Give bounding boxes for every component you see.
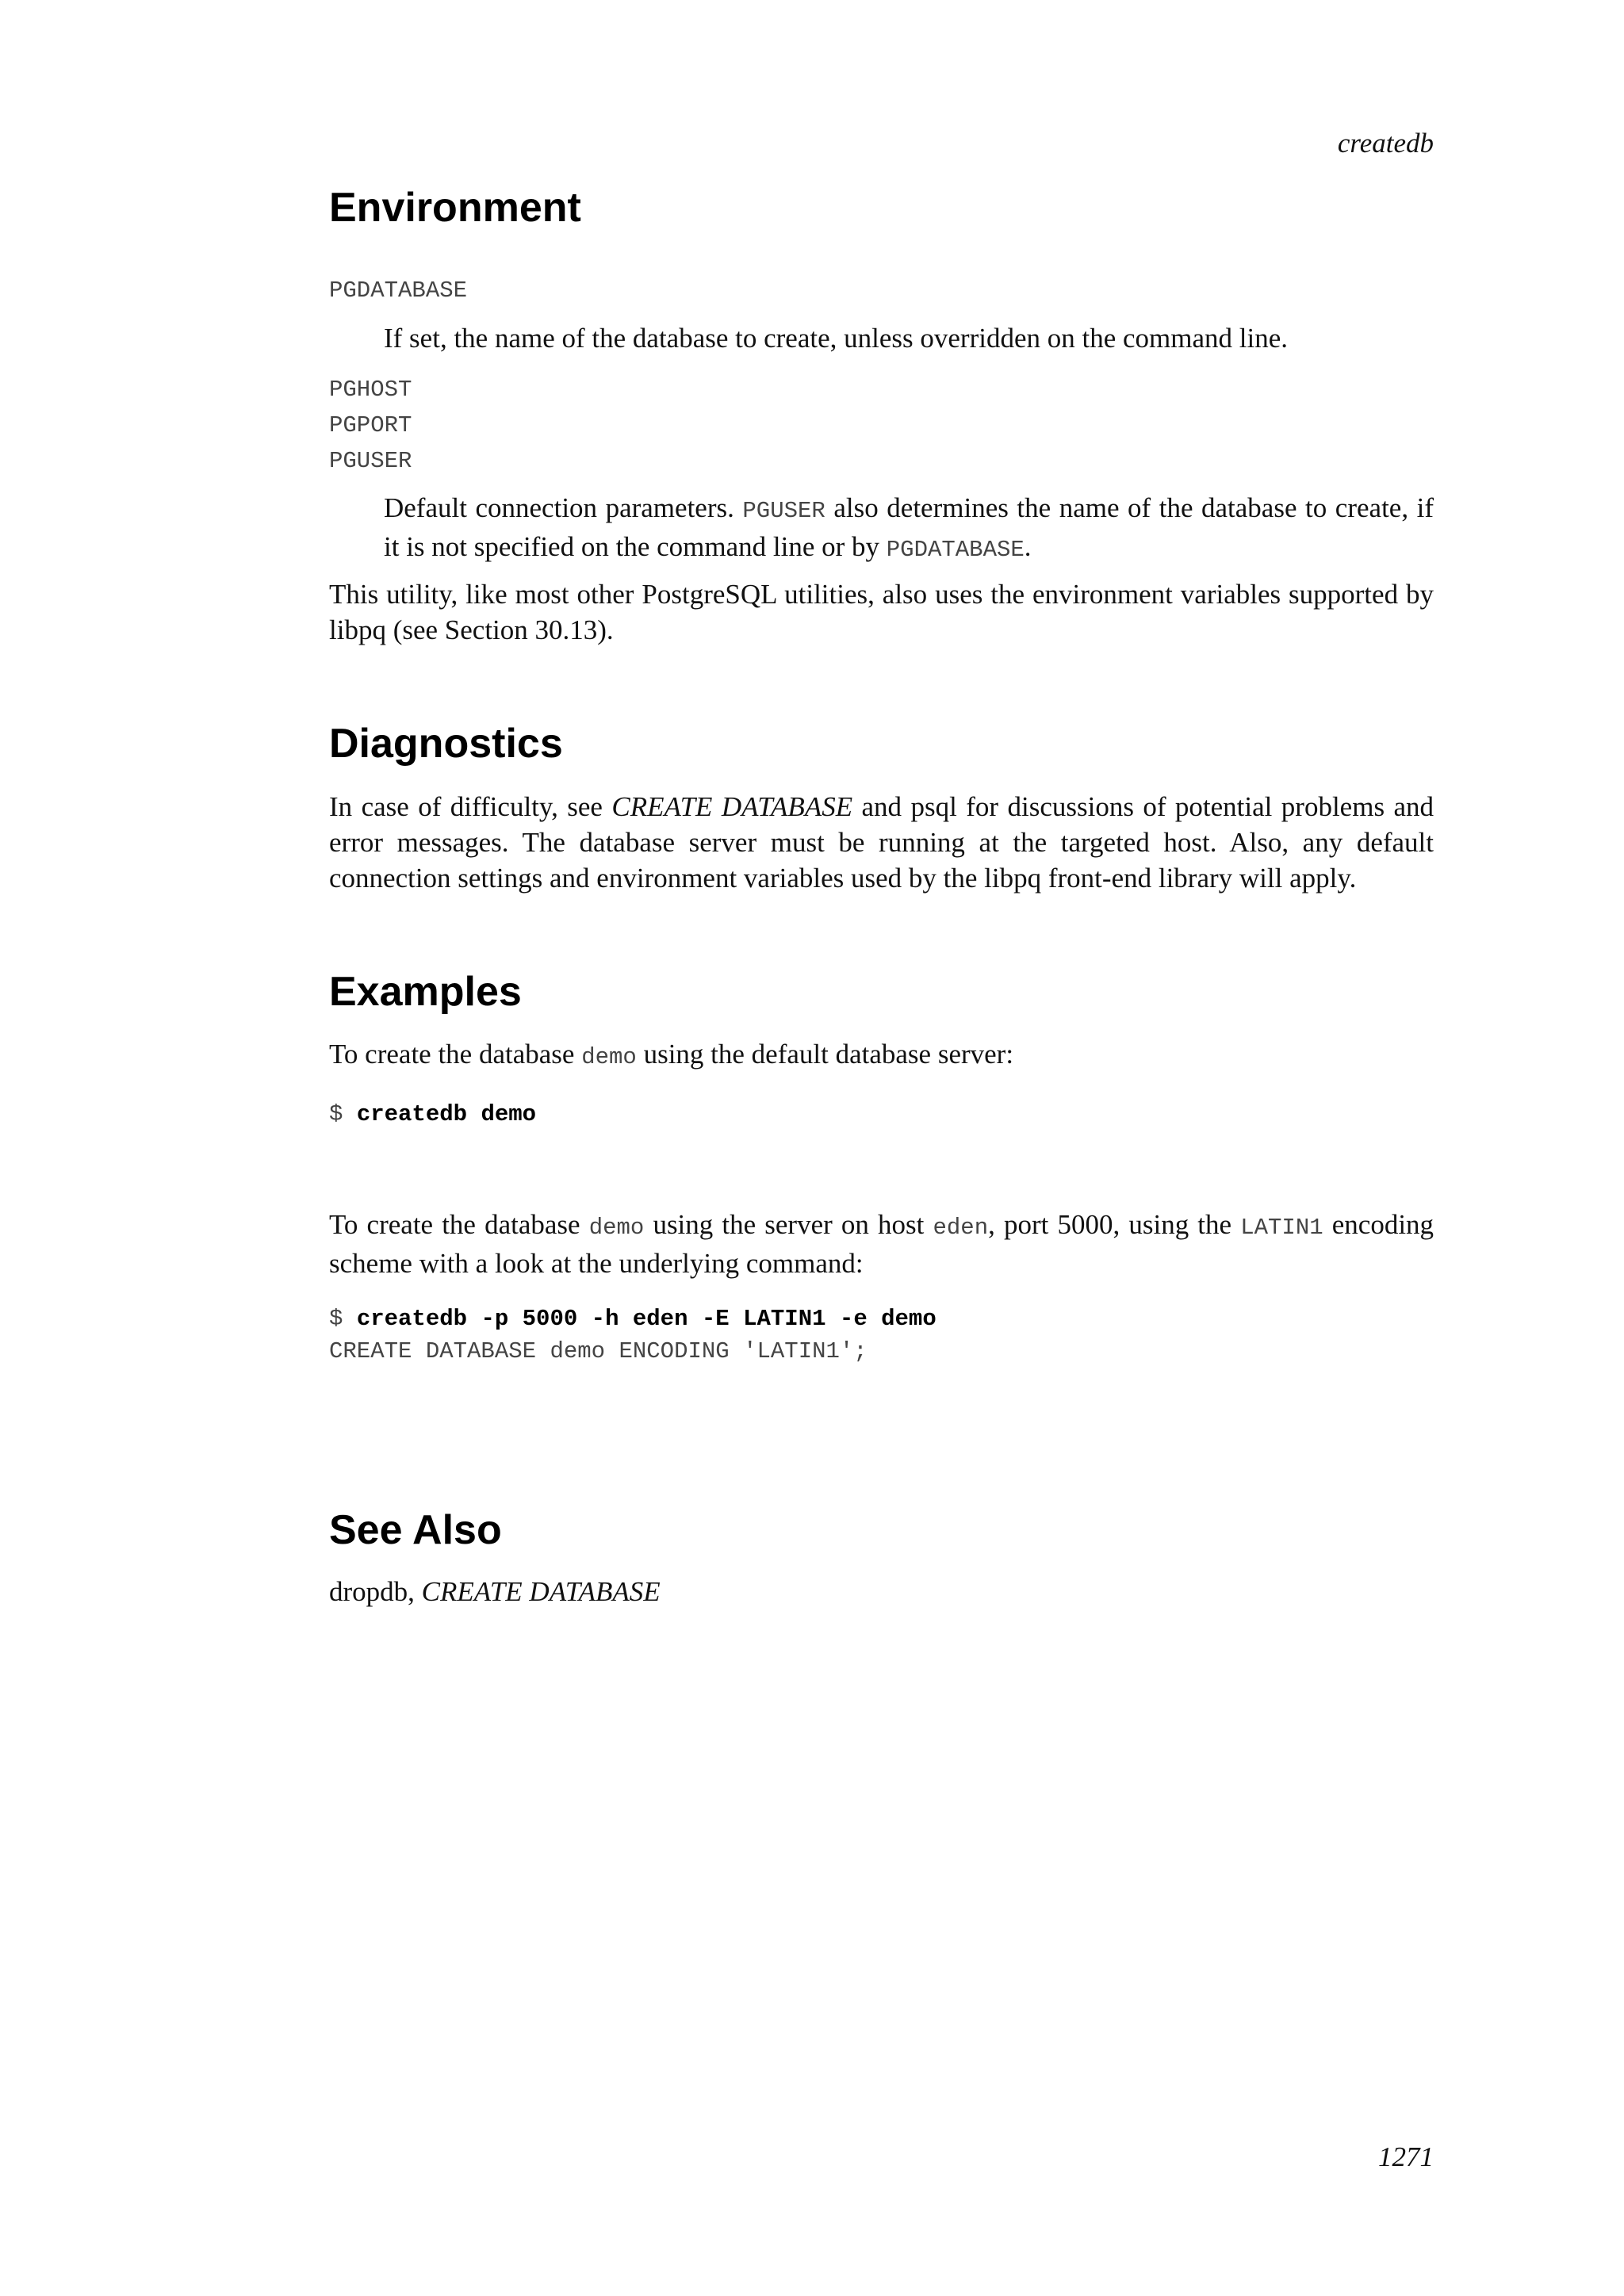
ex2-code-latin1: LATIN1 bbox=[1240, 1215, 1323, 1241]
example1-description bbox=[329, 1036, 1434, 1075]
pgdatabase-description: If set, the name of the database to create, unless overridden on the command line. bbox=[384, 323, 1288, 354]
running-header: createdb bbox=[1337, 128, 1434, 159]
psql-link[interactable]: psql bbox=[910, 791, 957, 822]
conn-text-1: Default connection parameters. bbox=[384, 492, 734, 523]
libpq-section-link[interactable]: Section 30.13 bbox=[444, 614, 598, 645]
conn-code-pguser: PGUSER bbox=[742, 498, 825, 524]
connection-params-description bbox=[384, 490, 1434, 568]
libpq-text-2: ). bbox=[597, 614, 614, 645]
term-pghost: PGHOST bbox=[329, 377, 412, 403]
example2-output-line: CREATE DATABASE demo ENCODING 'LATIN1'; bbox=[329, 1338, 868, 1364]
see-also-create-database-link[interactable]: CREATE DATABASE bbox=[421, 1576, 661, 1607]
diag-text-3: for discussions of potential problems and error messages. The database server must be running at the targeted host. Also, any default connection settings and environment variables used by the libpq front-end library will apply. bbox=[329, 791, 1434, 894]
ex2-text-2: using the server on host bbox=[653, 1209, 925, 1240]
see-also-separator: , bbox=[408, 1576, 422, 1607]
ex2-text-4: encoding scheme with a look at the underlying command: bbox=[329, 1209, 1434, 1279]
diag-text-2: and bbox=[861, 791, 902, 822]
ex1-command: createdb demo bbox=[356, 1101, 537, 1127]
conn-text-2: also determines the name of the database to create, if it is not specified on the command line or by bbox=[384, 492, 1434, 562]
document-page bbox=[329, 0, 1434, 2296]
libpq-text-1: This utility, like most other PostgreSQL utilities, also uses the environment variables supported by libpq (see bbox=[329, 579, 1434, 645]
ex1-prompt: $ bbox=[329, 1101, 357, 1127]
ex1-text-1: To create the database bbox=[329, 1039, 575, 1070]
page-number: 1271 bbox=[1378, 2141, 1434, 2172]
example1-command-line bbox=[329, 1099, 536, 1131]
example2-description bbox=[329, 1207, 1434, 1281]
ex2-prompt: $ bbox=[329, 1306, 357, 1332]
ex1-text-2: using the default database server: bbox=[643, 1039, 1014, 1070]
libpq-paragraph bbox=[329, 576, 1434, 648]
conn-text-3: . bbox=[1024, 531, 1032, 562]
dropdb-link[interactable]: dropdb bbox=[329, 1576, 408, 1607]
create-database-link[interactable]: CREATE DATABASE bbox=[611, 791, 853, 822]
example2-command-line bbox=[329, 1303, 936, 1335]
examples-heading: Examples bbox=[329, 969, 522, 1015]
term-pguser: PGUSER bbox=[329, 448, 412, 474]
term-pgdatabase: PGDATABASE bbox=[329, 277, 468, 304]
ex2-command: createdb -p 5000 -h eden -E LATIN1 -e demo bbox=[356, 1306, 936, 1332]
see-also-heading: See Also bbox=[329, 1507, 502, 1553]
conn-code-pgdatabase: PGDATABASE bbox=[886, 537, 1025, 563]
term-pgport: PGPORT bbox=[329, 412, 412, 438]
ex2-code-eden: eden bbox=[933, 1215, 989, 1241]
diagnostics-paragraph bbox=[329, 789, 1434, 896]
ex2-text-1: To create the database bbox=[329, 1209, 580, 1240]
diag-text-1: In case of difficulty, see bbox=[329, 791, 603, 822]
ex1-code-demo: demo bbox=[581, 1044, 637, 1070]
ex2-code-demo: demo bbox=[588, 1215, 645, 1241]
ex2-text-3: , port 5000, using the bbox=[988, 1209, 1232, 1240]
diagnostics-heading: Diagnostics bbox=[329, 721, 563, 767]
see-also-list bbox=[329, 1574, 1434, 1609]
environment-heading: Environment bbox=[329, 185, 581, 231]
